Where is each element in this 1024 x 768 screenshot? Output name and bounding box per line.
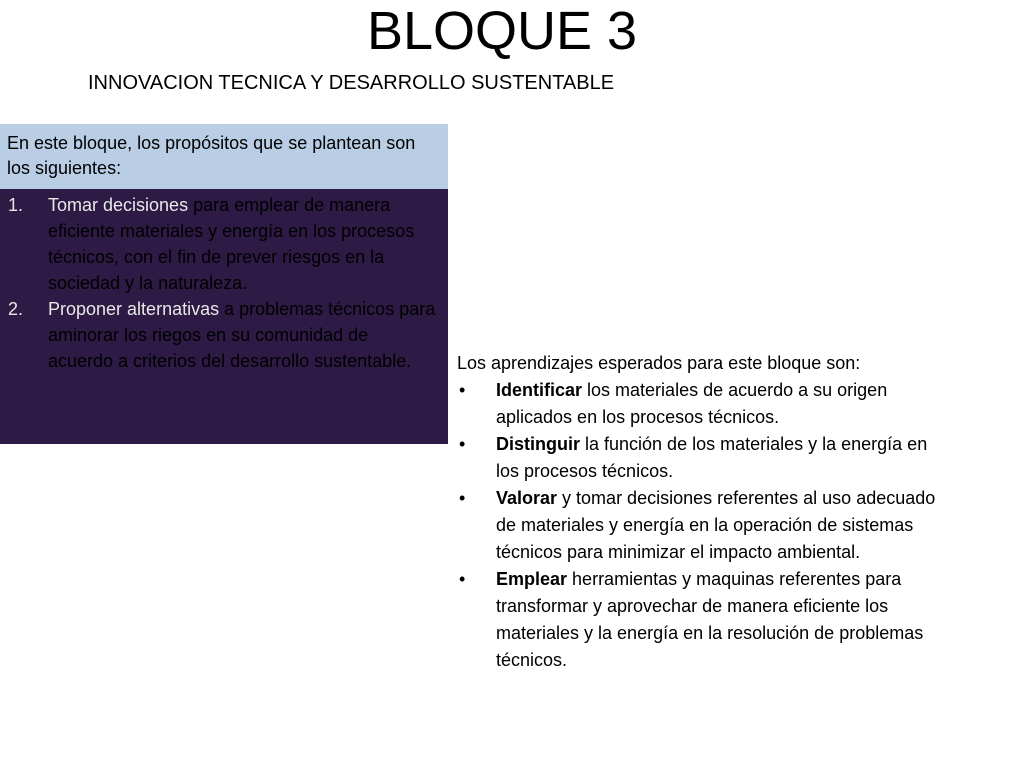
purpose-item-1: [8, 192, 438, 296]
learning-text: [496, 485, 947, 566]
bullet-icon: •: [459, 434, 466, 454]
learning-verb: Distinguir: [496, 434, 580, 454]
learning-verb: Identificar: [496, 380, 583, 400]
bullet-icon: •: [459, 569, 466, 589]
learning-text: [496, 377, 947, 431]
slide-subtitle: INNOVACION TECNICA Y DESARROLLO SUSTENTABLE: [88, 72, 615, 94]
purpose-text: [48, 192, 438, 296]
learning-rest: herramientas y maquinas referentes para transformar y aprovechar de manera eficiente los materiales y la energía en la resolución de problemas técnicos.: [496, 569, 924, 670]
learning-item-3: [457, 485, 947, 566]
bullet-icon: •: [459, 380, 466, 400]
learning-verb: Emplear: [496, 569, 568, 589]
purpose-rest: para emplear de manera eficiente materiales y energía en los procesos técnicos, con el fin de prever riesgos en la sociedad y la naturaleza.: [48, 195, 415, 293]
purpose-lead: Proponer alternativas: [48, 299, 220, 319]
purpose-lead: Tomar decisiones: [48, 195, 189, 215]
learning-item-2: [457, 431, 947, 485]
learning-rest: los materiales de acuerdo a su origen aplicados en los procesos técnicos.: [496, 380, 888, 427]
purpose-rest: a problemas técnicos para aminorar los riegos en su comunidad de acuerdo a criterios del desarrollo sustentable.: [48, 299, 436, 371]
learnings-section: [457, 350, 947, 674]
learning-item-1: [457, 377, 947, 431]
purposes-box: [0, 189, 448, 444]
learning-rest: la función de los materiales y la energía en los procesos técnicos.: [496, 434, 928, 481]
purposes-header: En este bloque, los propósitos que se plantean son los siguientes:: [0, 124, 448, 189]
purpose-number: 1.: [8, 195, 24, 215]
purpose-item-2: [8, 296, 438, 374]
learning-item-4: [457, 566, 947, 674]
learning-rest: y tomar decisiones referentes al uso adecuado de materiales y energía en la operación de sistemas técnicos para minimizar el impacto ambiental.: [496, 488, 936, 562]
bullet-icon: •: [459, 488, 466, 508]
purpose-number: 2.: [8, 299, 24, 319]
purpose-text: [48, 296, 438, 374]
learnings-intro: Los aprendizajes esperados para este bloque son:: [457, 353, 861, 373]
slide-title: BLOQUE 3: [366, 1, 638, 61]
learning-text: [496, 566, 947, 674]
learning-text: [496, 431, 947, 485]
learning-verb: Valorar: [496, 488, 558, 508]
